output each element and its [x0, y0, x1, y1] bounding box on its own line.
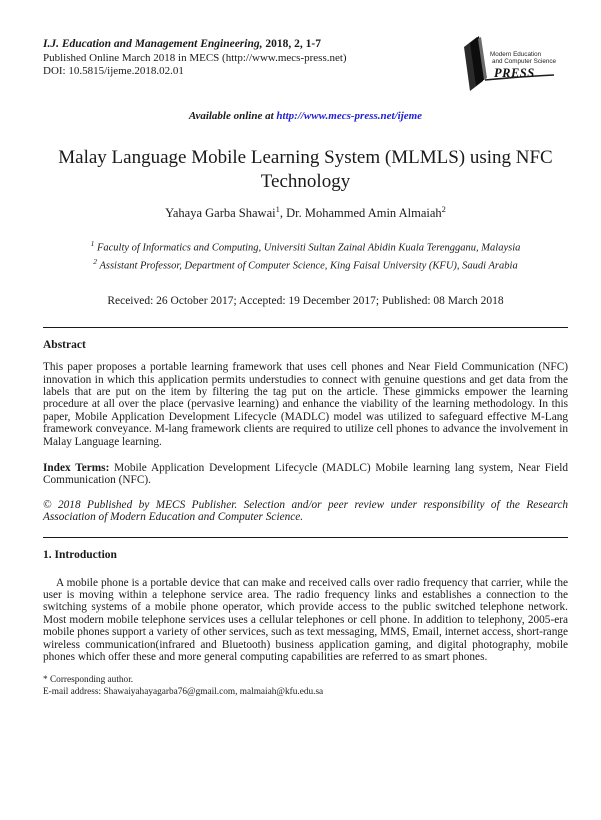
authors-line — [43, 204, 568, 221]
email-address-note: E-mail address: Shawaiyahayagarba76@gmail.com, malmaiah@kfu.edu.sa — [43, 687, 324, 698]
affiliation-2-text: Assistant Professor, Department of Computer Science, King Faisal University (KFU), Saudi Arabia — [99, 260, 518, 272]
mecs-press-logo-graphic — [456, 30, 558, 100]
author-1-name: Yahaya Garba Shawai — [165, 206, 276, 221]
paper-title: Malay Language Mobile Learning System (MLMLS) using NFC Technology — [58, 147, 553, 192]
affiliation-1-text: Faculty of Informatics and Computing, Universiti Sultan Zainal Abidin Kuala Terengganu, Malaysia — [96, 242, 521, 254]
footnote-block — [43, 674, 568, 698]
author-1-affiliation-mark: 1 — [275, 204, 280, 214]
divider-bottom — [43, 537, 568, 538]
available-online-label: Available online at — [188, 110, 274, 122]
affiliations-block — [43, 237, 568, 272]
author-2-name: Dr. Mohammed Amin Almaiah — [286, 206, 442, 221]
abstract-heading: Abstract — [43, 339, 86, 352]
dates-line: Received: 26 October 2017; Accepted: 19 December 2017; Published: 08 March 2018 — [107, 295, 504, 308]
index-terms-paragraph — [43, 462, 568, 487]
abstract-paragraph: This paper proposes a portable learning framework that uses cell phones and Near Field Communication (NFC) innovation in which this application permits understudies to connect with genuine questions and get data from the labels that are put on the item by filtering the tag put on the article. These gimmicks empower the learning procedure at all over the place (pervasive learning) and enhance the viability of the learning methodology. In this paper, Mobile Application Development Lifecycle (MADLC) model was utilized to safeguard effective M-Lang framework conveyance. M-lang framework clients are required to utilize cell phones to advance the involvement in Malay Language learning. — [43, 361, 568, 448]
corresponding-author-note: * Corresponding author. — [43, 675, 134, 686]
divider-top — [43, 327, 568, 328]
introduction-paragraph: A mobile phone is a portable device that can make and received calls over radio frequency that carrier, while the user is moving within a telephone service area. The radio frequency links and establishes a connection to the switching systems of a mobile phone operator, which provide access to the public switched telephone network. Most modern mobile telephone services uses a cellular telephones or cell phone. In addition to telephony, 2005-era mobile phones support a variety of other services, such as text messaging, MMS, Email, internet access, short-range wireless communication(infrared and Bluetooth) business application gaming, and digital photography, mobile phones which offer these and more general computing capabilities are referred to as smart phones. — [43, 576, 568, 664]
logo-text-line1: Modern Education — [490, 51, 542, 58]
affiliation-1 — [43, 237, 568, 255]
introduction-heading: 1. Introduction — [43, 548, 117, 561]
copyright-paragraph: © 2018 Published by MECS Publisher. Selection and/or peer review under responsibility of the Research Association of Modern Education and Computer Science. — [43, 498, 568, 524]
mecs-press-logo — [456, 30, 558, 100]
journal-citation-line — [43, 38, 347, 52]
affiliation-2 — [43, 255, 568, 273]
page-header — [43, 38, 568, 100]
logo-text-line2: and Computer Science — [492, 58, 557, 65]
index-terms-label: Index Terms: — [43, 462, 110, 474]
available-online-link[interactable]: http://www.mecs-press.net/ijeme — [276, 110, 423, 122]
affiliation-2-mark: 2 — [93, 256, 98, 266]
journal-name: I.J. Education and Management Engineering, — [43, 38, 263, 50]
authors-separator: , — [279, 206, 283, 221]
published-online-line: Published Online March 2018 in MECS (http://www.mecs-press.net) — [43, 51, 347, 64]
logo-press-wordmark: PRESS — [494, 66, 535, 80]
doi-line: DOI: 10.5815/ijeme.2018.02.01 — [43, 65, 184, 77]
index-terms-text: Mobile Application Development Lifecycle (MADLC) Mobile learning lang system, Near Field Communication (NFC). — [43, 462, 569, 487]
journal-header — [43, 38, 347, 79]
journal-issue: 2018, 2, 1-7 — [265, 38, 321, 50]
author-2-affiliation-mark: 2 — [441, 204, 446, 214]
affiliation-1-mark: 1 — [90, 239, 95, 249]
available-online-line — [43, 110, 568, 122]
